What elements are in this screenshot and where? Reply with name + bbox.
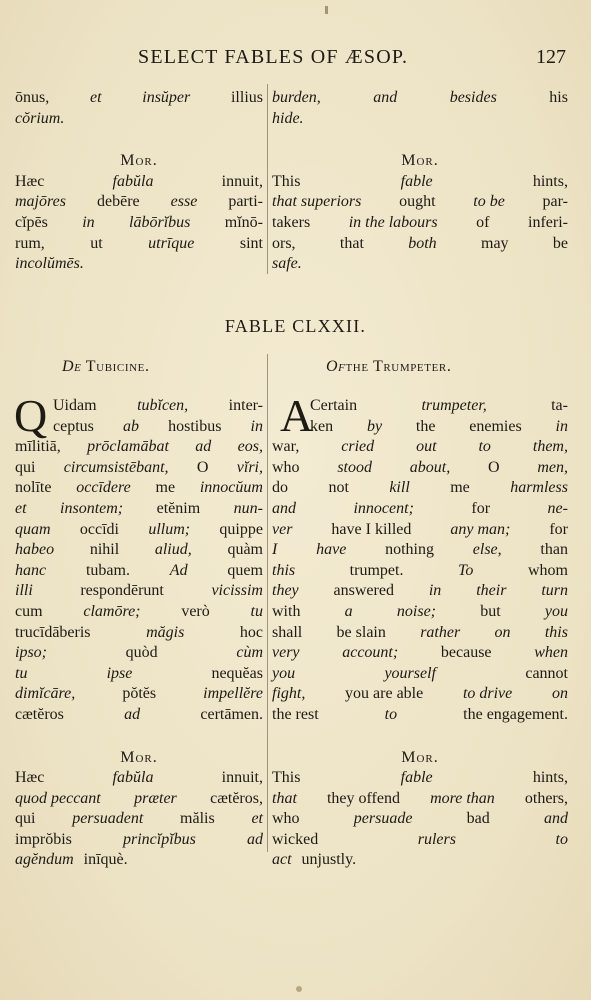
- latin-heading: [62, 358, 150, 376]
- word: vĭri,: [236, 458, 263, 476]
- word: with: [272, 602, 301, 620]
- column-divider: [267, 84, 268, 274]
- word: when: [534, 644, 568, 662]
- top-english-moral-label: Mor.: [401, 152, 439, 170]
- word: them,: [532, 438, 568, 456]
- text-line: [15, 789, 263, 810]
- word: ad: [247, 830, 263, 848]
- word: be slain: [336, 623, 386, 641]
- text-line: [272, 520, 568, 541]
- word: nihil: [89, 541, 120, 559]
- word: mīlitiā,: [15, 438, 61, 456]
- latin-heading-prep: De: [62, 358, 82, 375]
- word: inter-: [228, 397, 263, 414]
- word: quem: [227, 561, 263, 579]
- word: rather: [420, 623, 461, 641]
- word: shall: [272, 623, 303, 641]
- word: To: [457, 561, 474, 579]
- word: me: [450, 479, 470, 497]
- text-line: [272, 437, 568, 458]
- word: Hæc: [15, 769, 45, 787]
- word: fabŭla: [112, 769, 154, 787]
- word: certāmen.: [200, 705, 263, 723]
- word: vicissim: [211, 582, 263, 600]
- word: tu: [15, 664, 28, 682]
- running-head: [0, 46, 591, 76]
- text-line: [15, 520, 263, 541]
- text-line: [15, 234, 263, 255]
- word: et: [89, 89, 102, 106]
- top-latin-text: [15, 88, 263, 129]
- word: that superiors: [272, 193, 362, 211]
- word: cannot: [525, 664, 568, 682]
- text-line: [53, 417, 263, 438]
- word: ad: [195, 438, 212, 456]
- word: whom: [527, 561, 568, 579]
- word: illius: [230, 89, 263, 106]
- word: I: [272, 541, 278, 559]
- word: not: [328, 479, 349, 497]
- word: mălis: [180, 810, 215, 828]
- word: ors,: [272, 234, 296, 252]
- text-line: [310, 417, 568, 438]
- word: fable: [400, 769, 433, 787]
- word: ab: [122, 417, 139, 435]
- word: persuadent: [72, 810, 144, 828]
- text-line: [272, 458, 568, 479]
- word: and: [543, 810, 568, 828]
- word: war,: [272, 438, 300, 456]
- word: turn: [541, 582, 568, 600]
- word: in: [555, 417, 568, 435]
- text-line: [272, 809, 568, 830]
- word: hoc: [239, 623, 263, 641]
- word: ullum;: [148, 520, 191, 538]
- word: enemies: [469, 417, 522, 435]
- word: than: [540, 541, 568, 559]
- text-line: [272, 581, 568, 602]
- word: trucīdāberis: [15, 623, 91, 641]
- word: the engagement.: [463, 705, 568, 723]
- text-line: [272, 789, 568, 810]
- word: respondērunt: [80, 582, 164, 600]
- text-line: [15, 478, 263, 499]
- word: cùm: [236, 644, 263, 662]
- word: ut: [90, 234, 103, 252]
- word: occīdere: [76, 479, 131, 497]
- word: noise;: [396, 602, 436, 620]
- english-heading-prep: Of: [326, 358, 346, 375]
- word: cum: [15, 602, 43, 620]
- word: answered: [333, 582, 394, 600]
- page-number: 127: [536, 46, 566, 68]
- word: quòd: [125, 644, 158, 662]
- top-english-column: [272, 88, 568, 275]
- text-line: [15, 684, 263, 705]
- word: eos,: [237, 438, 263, 456]
- word: do: [272, 479, 288, 497]
- top-english-moral: [272, 172, 568, 275]
- word: qui: [15, 458, 36, 476]
- text-line: [15, 109, 263, 130]
- word: in: [250, 417, 263, 435]
- word: his: [549, 89, 568, 106]
- latin-dropcap: Q: [14, 390, 48, 441]
- word: clamōre;: [83, 602, 141, 620]
- word: others,: [524, 789, 568, 807]
- english-heading-rest: the Trumpeter.: [345, 358, 452, 375]
- english-dropcap: A: [280, 390, 314, 441]
- column-divider: [267, 354, 268, 852]
- word: who: [272, 458, 300, 476]
- word: This: [272, 172, 301, 190]
- word: majōres: [15, 193, 66, 211]
- text-line: [272, 109, 568, 130]
- word: wicked: [272, 830, 319, 848]
- word: inferi-: [528, 213, 568, 231]
- word: unjustly.: [301, 851, 357, 869]
- word: and: [373, 89, 398, 106]
- fable-english-moral: [272, 768, 568, 871]
- word: but: [480, 602, 501, 620]
- word: on: [494, 623, 511, 641]
- word: more than: [430, 789, 495, 807]
- word: Hæc: [15, 172, 45, 190]
- fable-english-column: [272, 390, 568, 871]
- word: sint: [239, 234, 263, 252]
- text-line: [15, 623, 263, 644]
- word: you: [272, 664, 296, 682]
- word: innuit,: [221, 769, 263, 787]
- word: about,: [409, 458, 451, 476]
- word: that: [339, 234, 364, 252]
- text-line: [15, 768, 263, 789]
- word: illi: [15, 582, 33, 600]
- word: tubĭcen,: [137, 397, 189, 414]
- word: ipso;: [15, 644, 47, 662]
- word: out: [416, 438, 437, 456]
- fable-english-moral-label: Mor.: [401, 748, 439, 766]
- word: any man;: [450, 520, 511, 538]
- fable-latin-text: [14, 390, 263, 726]
- word: very: [272, 644, 300, 662]
- word: hanc: [15, 561, 47, 579]
- running-title: SELECT FABLES OF ÆSOP.: [138, 46, 409, 68]
- text-line: [272, 172, 568, 193]
- word: harmless: [510, 479, 568, 497]
- fable-title: FABLE CLXXII.: [224, 316, 367, 336]
- word: that: [272, 789, 297, 807]
- word: to: [478, 438, 491, 456]
- word: to drive: [462, 685, 513, 703]
- word: Certain: [310, 397, 358, 414]
- word: debēre: [96, 193, 140, 211]
- word: pŏtĕs: [122, 685, 157, 703]
- word: act: [272, 851, 292, 869]
- word: be: [552, 234, 568, 252]
- word: ad: [124, 705, 141, 723]
- word: because: [440, 644, 492, 662]
- word: who: [272, 810, 300, 828]
- fable-latin-column: [14, 390, 263, 871]
- text-line: [272, 254, 568, 275]
- word: etĕnim: [156, 499, 201, 517]
- word: nolīte: [15, 479, 52, 497]
- word: et: [251, 810, 263, 828]
- word: ōnus,: [15, 89, 50, 106]
- word: cĭpēs: [15, 213, 48, 231]
- word: fable: [400, 172, 433, 190]
- word: to be: [473, 193, 505, 211]
- fable-latin-moral: [15, 768, 263, 871]
- word: bad: [466, 810, 490, 828]
- word: Uidam: [53, 397, 97, 414]
- word: persuade: [353, 810, 413, 828]
- text-line: [272, 664, 568, 685]
- word: ne-: [547, 499, 568, 517]
- fable-latin-moral-label: Mor.: [120, 748, 158, 766]
- word: præter: [134, 789, 177, 807]
- word: for: [549, 520, 568, 538]
- word: tubam.: [85, 561, 130, 579]
- text-line: [53, 396, 263, 417]
- word: dimĭcāre,: [15, 685, 76, 703]
- word: incolŭmēs.: [15, 255, 84, 273]
- word: innocent;: [353, 499, 414, 517]
- word: the rest: [272, 705, 319, 723]
- word: agĕndum: [15, 851, 74, 869]
- word: ceptus: [53, 417, 94, 435]
- word: hints,: [532, 769, 568, 787]
- word: have: [316, 541, 347, 559]
- word: nequĕas: [211, 664, 263, 682]
- text-line: [15, 602, 263, 623]
- word: et: [15, 499, 27, 517]
- word: quam: [15, 520, 51, 538]
- word: trumpet.: [349, 561, 404, 579]
- text-line: [272, 643, 568, 664]
- text-line: [272, 540, 568, 561]
- word: ver: [272, 520, 293, 538]
- text-line: [272, 623, 568, 644]
- top-latin-moral: [15, 172, 263, 275]
- word: par-: [542, 193, 568, 211]
- text-line: [272, 499, 568, 520]
- top-english-text: [272, 88, 568, 129]
- latin-heading-name: Tubicine.: [85, 358, 150, 375]
- word: innocŭum: [199, 479, 263, 497]
- word: princĭpĭbus: [123, 830, 196, 848]
- top-latin-column: [15, 88, 263, 275]
- word: quod peccant: [15, 789, 101, 807]
- word: you are able: [345, 685, 424, 703]
- text-line: [15, 499, 263, 520]
- top-latin-moral-label: Mor.: [120, 152, 158, 170]
- text-line: [272, 768, 568, 789]
- word: esse: [170, 193, 198, 211]
- text-line: [15, 88, 263, 109]
- word: inīquè.: [83, 851, 128, 869]
- text-line: [15, 192, 263, 213]
- word: quippe: [219, 520, 263, 538]
- word: to: [384, 705, 398, 723]
- text-line: [15, 643, 263, 664]
- word: lābōrĭbus: [129, 213, 191, 231]
- word: men,: [537, 458, 568, 476]
- word: me: [155, 479, 176, 497]
- text-line: [272, 478, 568, 499]
- word: utrīque: [148, 234, 195, 252]
- word: cried: [341, 438, 375, 456]
- word: ta-: [551, 397, 568, 414]
- word: rum,: [15, 234, 45, 252]
- word: imprŏbis: [15, 830, 72, 848]
- text-line: [272, 88, 568, 109]
- text-line: [272, 602, 568, 623]
- text-line: [272, 561, 568, 582]
- word: O: [196, 458, 209, 476]
- word: ken: [310, 417, 334, 435]
- word: for: [471, 499, 491, 517]
- word: qui: [15, 810, 36, 828]
- text-line: [272, 234, 568, 255]
- text-line: [15, 540, 263, 561]
- word: circumsistēbant,: [63, 458, 169, 476]
- text-line: [272, 705, 568, 726]
- word: hints,: [532, 172, 568, 190]
- word: stood: [337, 458, 372, 476]
- word: mĭnō-: [224, 213, 263, 231]
- word: a: [344, 602, 353, 620]
- word: hostibus: [168, 417, 222, 435]
- word: prōclamābat: [87, 438, 169, 456]
- word: insontem;: [60, 499, 124, 517]
- print-mark: [325, 6, 328, 14]
- word: and: [272, 499, 296, 517]
- word: parti-: [228, 193, 263, 211]
- word: nothing: [385, 541, 434, 559]
- word: of: [476, 213, 490, 231]
- word: impellĕre: [203, 685, 263, 703]
- word: to: [555, 830, 568, 848]
- word: their: [476, 582, 507, 600]
- word: nun-: [233, 499, 263, 517]
- word: innuit,: [221, 172, 263, 190]
- word: by: [366, 417, 383, 435]
- word: măgis: [146, 623, 185, 641]
- word: they offend: [326, 789, 400, 807]
- word: this: [272, 561, 296, 579]
- word: account;: [342, 644, 399, 662]
- text-line: [272, 850, 568, 871]
- word: O: [487, 458, 500, 476]
- word: yourself: [384, 664, 436, 682]
- word: safe.: [272, 255, 302, 273]
- word: insŭper: [142, 89, 191, 106]
- word: trumpeter,: [421, 397, 487, 414]
- word: may: [481, 234, 509, 252]
- word: hide.: [272, 109, 304, 127]
- text-line: [15, 437, 263, 458]
- text-line: [15, 254, 263, 275]
- word: have I killed: [331, 520, 412, 538]
- word: besides: [449, 89, 497, 106]
- word: else,: [472, 541, 502, 559]
- text-line: [15, 458, 263, 479]
- text-line: [15, 213, 263, 234]
- word: cætĕros: [15, 705, 64, 723]
- word: in: [428, 582, 442, 600]
- word: in: [82, 213, 95, 231]
- word: you: [544, 602, 568, 620]
- word: in the labours: [348, 213, 438, 231]
- word: fight,: [272, 685, 306, 703]
- word: verò: [181, 602, 210, 620]
- text-line: [272, 830, 568, 851]
- word: cætĕros,: [210, 789, 263, 807]
- word: ought: [399, 193, 436, 211]
- word: cŏrium.: [15, 109, 65, 127]
- word: ipse: [106, 664, 133, 682]
- text-line: [272, 192, 568, 213]
- word: Ad: [169, 561, 188, 579]
- word: on: [551, 685, 568, 703]
- text-line: [15, 850, 263, 871]
- word: the: [415, 417, 436, 435]
- text-line: [310, 396, 568, 417]
- word: kill: [389, 479, 410, 497]
- fable-english-text: [272, 390, 568, 726]
- english-heading: [326, 358, 451, 376]
- word: burden,: [272, 89, 321, 106]
- word: takers: [272, 213, 311, 231]
- word: habeo: [15, 541, 55, 559]
- word: tu: [250, 602, 263, 620]
- text-line: [15, 172, 263, 193]
- text-line: [272, 213, 568, 234]
- text-line: [15, 705, 263, 726]
- word: aliud,: [154, 541, 192, 559]
- text-line: [15, 581, 263, 602]
- text-line: [15, 809, 263, 830]
- text-line: [15, 561, 263, 582]
- word: both: [408, 234, 437, 252]
- print-mark: [296, 986, 302, 992]
- text-line: [15, 664, 263, 685]
- text-line: [272, 684, 568, 705]
- word: fabŭla: [112, 172, 154, 190]
- word: occīdi: [79, 520, 119, 538]
- word: quàm: [227, 541, 263, 559]
- word: rulers: [417, 830, 456, 848]
- text-line: [15, 830, 263, 851]
- word: they: [272, 582, 299, 600]
- word: this: [544, 623, 568, 641]
- word: This: [272, 769, 301, 787]
